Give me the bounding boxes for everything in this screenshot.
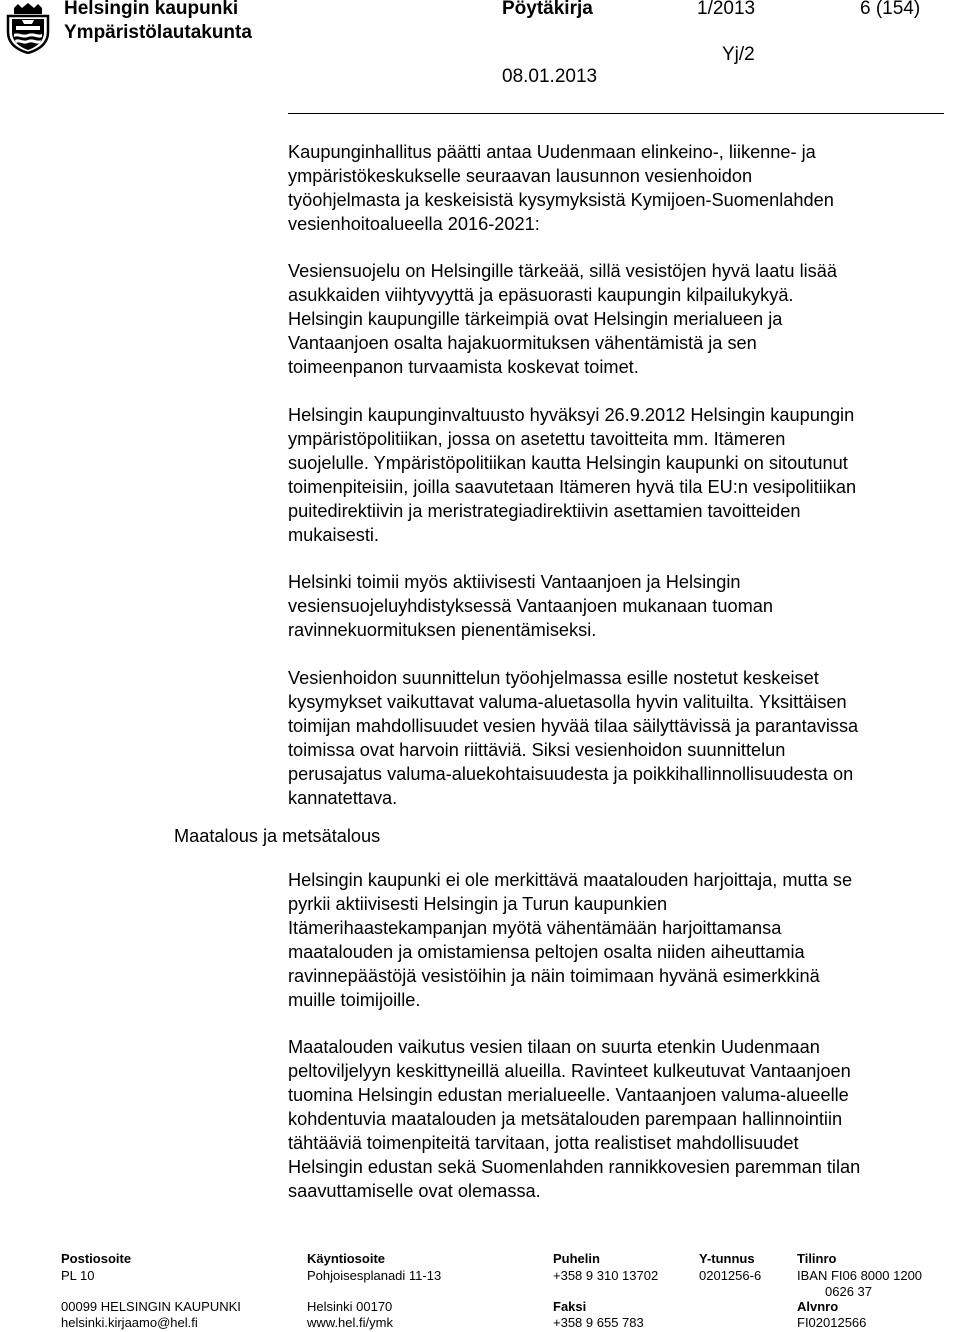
board-name: Ympäristölautakunta xyxy=(64,22,252,43)
text-line: kohdentuvia maatalouden ja metsätalouden parempaan hallinnointiin xyxy=(288,1109,843,1129)
footer-visit-label: Käyntiosoite xyxy=(307,1251,386,1266)
text-line: Helsingin kaupunki ei ole merkittävä maatalouden harjoittaja, mutta se xyxy=(288,870,853,890)
text-line: tuomina Helsingin edustan merialueelle. Vantaanjoen valuma-alueelle xyxy=(288,1085,849,1105)
footer-vat-label: Alvnro xyxy=(797,1299,839,1314)
paragraph-agriculture xyxy=(288,868,960,1012)
text-line: Kaupunginhallitus päätti antaa Uudenmaan elinkeino-, liikenne- ja xyxy=(288,142,816,162)
text-line: työohjelmasta ja keskeisistä kysymyksistä Kymijoen-Suomenlahden xyxy=(288,190,834,210)
footer-account-iban: IBAN FI06 8000 1200 xyxy=(797,1268,923,1283)
text-line: ravinnekuormituksen pienentämiseksi. xyxy=(288,620,597,640)
text-line: saavuttamiselle ovat olemassa. xyxy=(288,1181,541,1201)
text-line: Maatalouden vaikutus vesien tilaan on suurta etenkin Uudenmaan xyxy=(288,1037,820,1057)
footer-website: www.hel.fi/ymk xyxy=(307,1315,393,1330)
paragraph-vantaanjoki-association xyxy=(288,570,960,642)
text-line: perusajatus valuma-aluekohtaisuudesta ja poikkihallinnollisuudesta on xyxy=(288,764,854,784)
paragraph-agriculture-impact xyxy=(288,1035,960,1203)
text-line: vesiensuojeluyhdistyksessä Vantaanjoen mukanaan tuoman xyxy=(288,596,773,616)
text-line: tähtääviä toimenpiteitä tarvitaan, jotta realistiset mahdollisuudet xyxy=(288,1133,799,1153)
text-line: pyrkii aktiivisesti Helsingin ja Turun kaupunkien xyxy=(288,894,668,914)
side-heading-agriculture: Maatalous ja metsätalous xyxy=(174,826,381,846)
text-line: kysymykset vaikuttavat valuma-aluetasolla hyvin valituilta. Yksittäisen xyxy=(288,692,847,712)
text-line: kannatettava. xyxy=(288,788,398,808)
paragraph-environmental-policy xyxy=(288,403,960,547)
text-line: toimissa ovat harvoin riittäviä. Siksi vesienhoidon suunnittelun xyxy=(288,740,786,760)
helsinki-crest-icon xyxy=(2,2,54,54)
text-line: peltoviljelyyn keskittyneillä alueilla. Ravinteet kulkeutuvat Vantaanjoen xyxy=(288,1061,851,1081)
paragraph-statement xyxy=(288,140,960,236)
footer-email: helsinki.kirjaamo@hel.fi xyxy=(61,1315,198,1330)
paragraph-work-programme xyxy=(288,666,960,810)
text-line: mukaisesti. xyxy=(288,525,379,545)
footer-phone-label: Puhelin xyxy=(553,1251,600,1266)
footer-vat: FI02012566 xyxy=(797,1315,867,1330)
footer-fax-label: Faksi xyxy=(553,1299,587,1314)
header-divider xyxy=(288,113,944,114)
text-line: asukkaiden viihtyvyyttä ja epäsuorasti kaupungin kilpailukykyä. xyxy=(288,285,794,305)
footer-postal-box: PL 10 xyxy=(61,1268,95,1283)
text-line: puitedirektiivin ja meristrategiadirektiivin asettamien tavoitteiden xyxy=(288,501,801,521)
text-line: vesienhoitoalueella 2016-2021: xyxy=(288,214,540,234)
text-line: suojelulle. Ympäristöpolitiikan kautta Helsingin kaupunki on sitoutunut xyxy=(288,453,848,473)
text-line: maatalouden ja omistamiensa peltojen osalta niiden aiheuttamia xyxy=(288,942,805,962)
text-line: Vesienhoidon suunnittelun työohjelmassa esille nostetut keskeiset xyxy=(288,668,819,688)
section-reference: Yj/2 xyxy=(722,44,755,65)
text-line: toimijan mahdollisuudet vesien hyvää tilaa säilyttävissä ja parantavissa xyxy=(288,716,859,736)
page-number: 6 (154) xyxy=(860,0,921,19)
text-line: toimenpiteisiin, joilla saavutetaan Itämeren hyvä tila EU:n vesipolitiikan xyxy=(288,477,857,497)
document-type: Pöytäkirja xyxy=(502,0,593,19)
text-line: Vesiensuojelu on Helsingille tärkeää, sillä vesistöjen hyvä laatu lisää xyxy=(288,261,837,281)
text-line: toimeenpanon turvaamista koskevat toimet. xyxy=(288,357,639,377)
text-line: muille toimijoille. xyxy=(288,990,421,1010)
footer-postal-label: Postiosoite xyxy=(61,1251,132,1266)
text-line: Helsingin kaupunginvaltuusto hyväksyi 26.9.2012 Helsingin kaupungin xyxy=(288,405,855,425)
text-line: ympäristökeskukselle seuraavan lausunnon vesienhoidon xyxy=(288,166,753,186)
text-line: Vantaanjoen osalta hajakuormituksen vähentämistä ja sen xyxy=(288,333,757,353)
footer-account-iban-cont: 0626 37 xyxy=(825,1284,872,1299)
footer-ytunnus-label: Y-tunnus xyxy=(699,1251,755,1266)
footer-account-label: Tilinro xyxy=(797,1251,837,1266)
footer-ytunnus: 0201256-6 xyxy=(699,1268,762,1283)
footer-visit-address: Pohjoisesplanadi 11-13 xyxy=(307,1268,442,1283)
meeting-date: 08.01.2013 xyxy=(502,66,598,87)
org-name: Helsingin kaupunki xyxy=(64,0,239,19)
text-line: Itämerihaastekampanjan myötä vähentämään harjoittamansa xyxy=(288,918,782,938)
footer-visit-city: Helsinki 00170 xyxy=(307,1299,393,1314)
footer-fax: +358 9 655 783 xyxy=(553,1315,644,1330)
footer-phone: +358 9 310 13702 xyxy=(553,1268,659,1283)
footer-postal-city: 00099 HELSINGIN KAUPUNKI xyxy=(61,1299,241,1314)
text-line: ympäristöpolitiikan, jossa on asetettu tavoitteita mm. Itämeren xyxy=(288,429,786,449)
text-line: ravinnepäästöjä vesistöihin ja näin toimimaan hyvänä esimerkkinä xyxy=(288,966,820,986)
text-line: Helsinki toimii myös aktiivisesti Vantaanjoen ja Helsingin xyxy=(288,572,741,592)
text-line: Helsingin kaupungille tärkeimpiä ovat Helsingin merialueen ja xyxy=(288,309,783,329)
document-number: 1/2013 xyxy=(697,0,756,19)
paragraph-water-protection xyxy=(288,259,960,379)
text-line: Helsingin edustan sekä Suomenlahden rannikkovesien paremman tilan xyxy=(288,1157,861,1177)
